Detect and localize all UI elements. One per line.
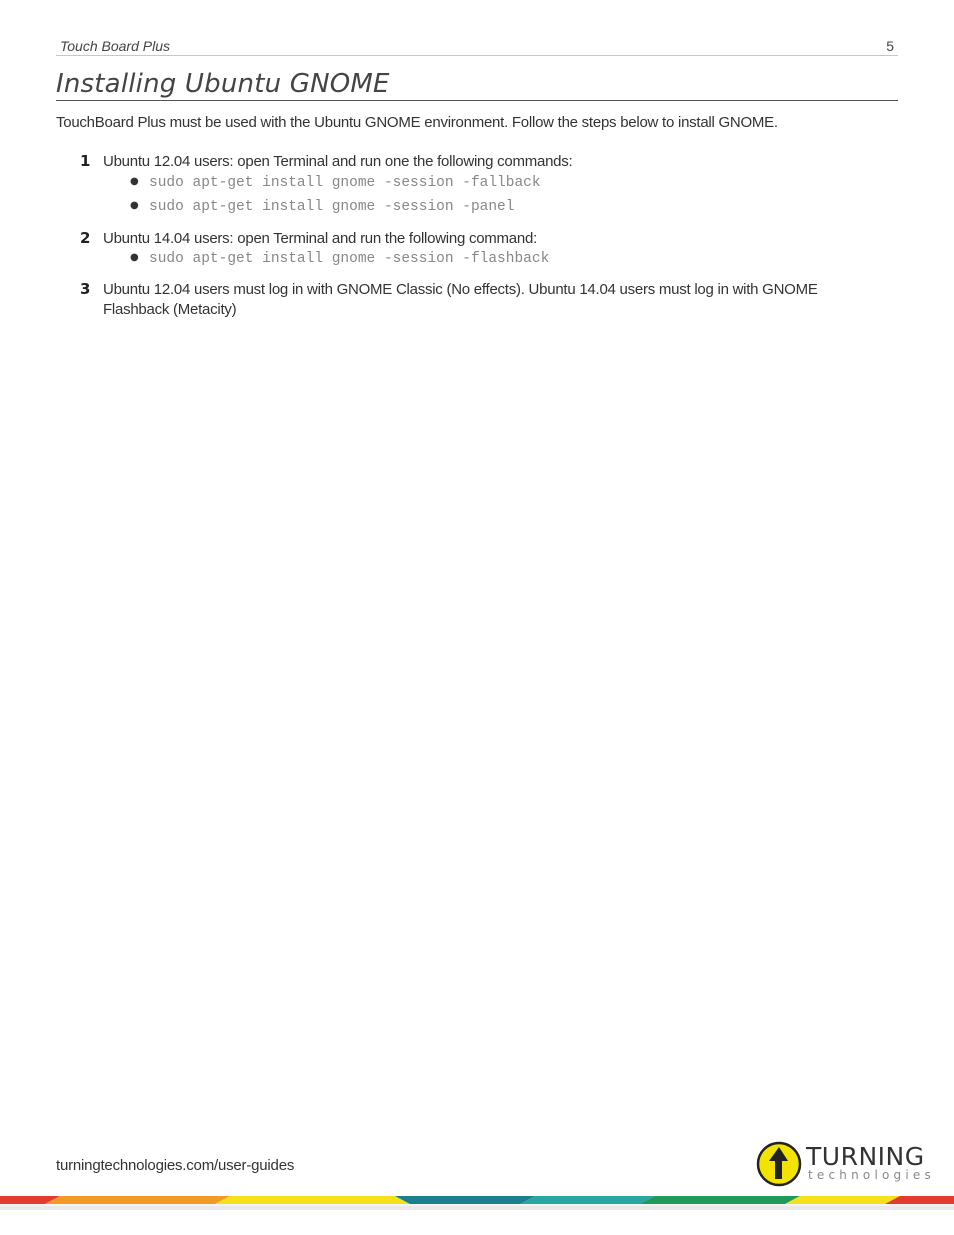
step-text: Ubuntu 12.04 users must log in with GNOME Classic (No effects). Ubuntu 14.04 users must log in with GNOME Flashback (Metacity) (103, 281, 818, 318)
bullet-icon: ● (130, 176, 139, 187)
page-number: 5 (886, 38, 894, 54)
step-number: 2 (80, 229, 91, 247)
command-text: sudo apt-get install gnome -session -panel (149, 199, 515, 215)
turning-logo (756, 1140, 936, 1188)
logo-wordmark: TURNING (806, 1142, 925, 1171)
footer-color-stripe (0, 1196, 954, 1210)
step-number: 1 (80, 152, 91, 170)
footer-url: turningtechnologies.com/user-guides (56, 1157, 295, 1174)
bullet-icon: ● (130, 200, 139, 211)
command-text: sudo apt-get install gnome -session -fallback (149, 175, 541, 191)
intro-paragraph: TouchBoard Plus must be used with the Ubuntu GNOME environment. Follow the steps below to install GNOME. (56, 114, 778, 131)
step-text: Ubuntu 14.04 users: open Terminal and run the following command: (103, 230, 537, 247)
page-header (56, 37, 898, 56)
section-heading (56, 68, 898, 101)
bullet-icon: ● (130, 252, 139, 263)
step-text: Ubuntu 12.04 users: open Terminal and run one the following commands: (103, 153, 573, 170)
logo-subtitle: technologies (808, 1168, 935, 1182)
command-text: sudo apt-get install gnome -session -flashback (149, 251, 550, 267)
turning-arrow-icon (756, 1141, 802, 1187)
step-number: 3 (80, 280, 91, 298)
section-title: Installing Ubuntu GNOME (56, 69, 390, 99)
header-title: Touch Board Plus (60, 38, 170, 54)
